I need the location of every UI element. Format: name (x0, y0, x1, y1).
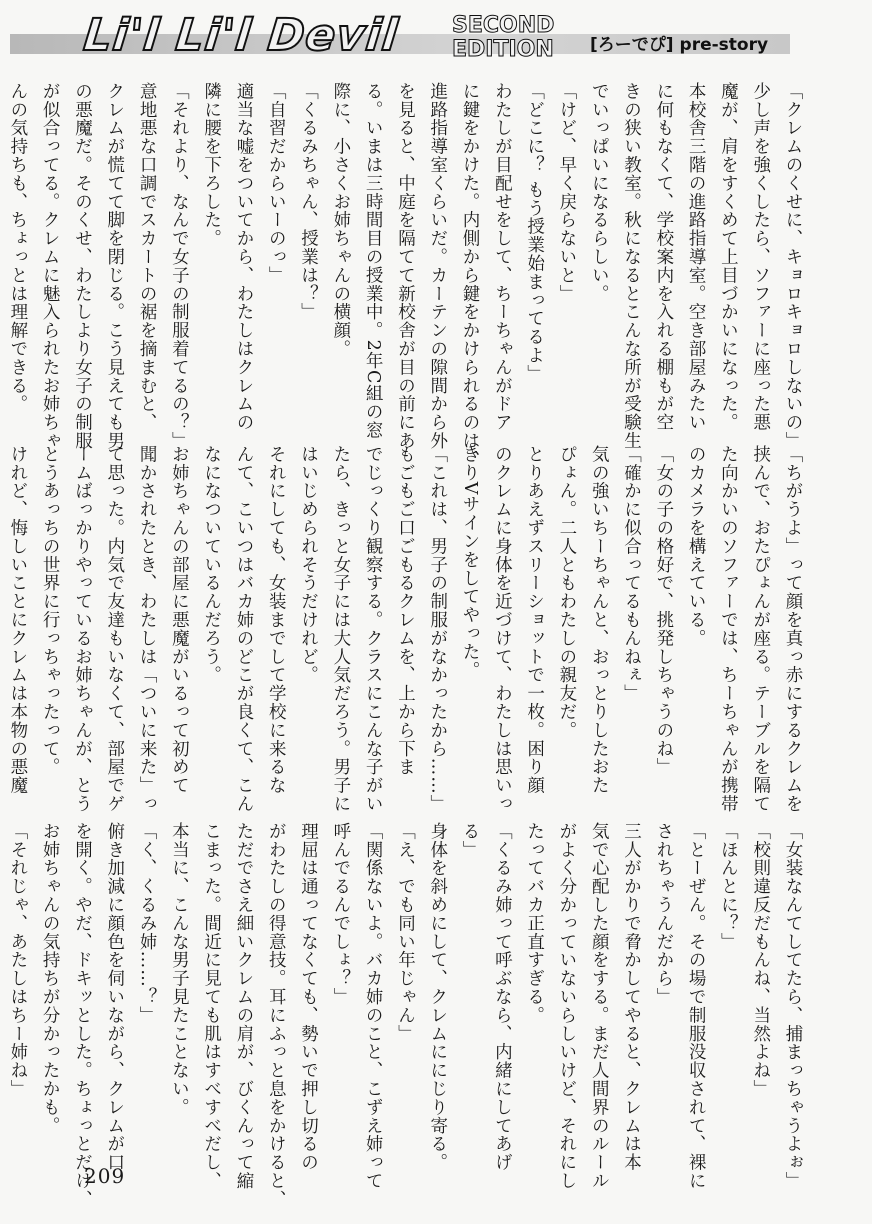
page-number: 209 (84, 1164, 126, 1188)
section-bracket: [ろーでぴ] (590, 35, 674, 55)
text-block-middle: 「ちがうよ」って顔を真っ赤にするクレムを 挟んで、おたぴょんが座る。テーブルを隔て た向かいのソファーでは、ちーちゃんが携帯 のカメラを構えている。 「女の子の格好で、挑発しちゃうのね」 「確かに似合ってるもんねぇ」 気の強いちーちゃんと、おっとりしたおた ぴょん。二人ともわたしの親友だ。 とりあえずスリーショットで一枚。困り顔 のクレムに身体を近づけて、わたしは思いっ きりVサインをしてやった。 「これは、男子の制服がなかったから……」 もごもご口ごもるクレムを、上から下ま でじっくり観察する。クラスにこんな子がい たら、きっと女子には大人気だろう。男子に はいじめられそうだけれど。 それにしても、女装までして学校に来るな んて、こいつはバカ姉のどこが良くて、こん なになついているんだろう。 お姉ちゃんの部屋に悪魔がいるって初めて 聞かされたとき、わたしは「ついに来た」っ て思った。内気で友達もいなくて、部屋でゲ ームばっかりやっているお姉ちゃんが、とう とうあっちの世界に行っちゃったって。 けれど、悔しいことにクレムは本物の悪魔 (7, 445, 803, 813)
series-logo: Li'l Li'l Devil (81, 10, 401, 61)
edition-label: SECOND EDITION (452, 13, 555, 62)
text-block-bottom: 「女装なんてしてたら、捕まっちゃうよぉ」 「校則違反だもんね、当然よね」 「ほんとに？」 「とーぜん。その場で制服没収されて、裸に されちゃうんだから」 三人がかりで脅かしてやると、クレムは本 気で心配した顔をする。まだ人間界のルール がよく分かっていないらしいけど、それにし たってバカ正直すぎる。 「くるみ姉って呼ぶなら、内緒にしてあげ る」 身体を斜めにして、クレムににじり寄る。 「え、でも同い年じゃん」 「関係ないよ。バカ姉のこと、こずえ姉って 呼んでるんでしょ？」 理屈は通ってなくても、勢いで押し切るの がわたしの得意技。耳にふっと息をかけると、 ただでさえ細いクレムの肩が、びくんって縮 こまった。間近に見ても肌はすべすべだし、 本当に、こんな男子見たことない。 「く、くるみ姉……？」 俯き加減に顔色を伺いながら、クレムが口 を開く。やだ、ドキッとした。ちょっとだけ、 お姉ちゃんの気持ちが分かったかも。 「それじゃ、あたしはちー姉ね」 (7, 822, 803, 1209)
section-story: pre-story (679, 35, 769, 55)
text-block-top: 「クレムのくせに、キョロキョロしないの」 少し声を強くしたら、ソファーに座った悪 魔が、肩をすくめて上目づかいになった。 本校舎三階の進路指導室。空き部屋みたい に何もなくて、学校案内を入れる棚もが空 きの狭い教室。秋になるとこんな所が受験生 でいっぱいになるらしい。 「けど、早く戻らないと」 「どこに？ もう授業始まってるよ」 わたしが目配せをして、ちーちゃんがドア に鍵をかけた。内側から鍵をかけられるのは、 進路指導室くらいだ。カーテンの隙間から外 を見ると、中庭を隔てて新校舎が目の前にあ る。いまは三時間目の授業中。2年C組の窓 際に、小さくお姉ちゃんの横顔。 「くるみちゃん、授業は？」 「自習だからいーのっ」 適当な嘘をついてから、わたしはクレムの 隣に腰を下ろした。 「それより、なんで女子の制服着てるの？」 意地悪な口調でスカートの裾を摘まむと、 クレムが慌てて脚を閉じる。こう見えても男 の悪魔だ。そのくせ、わたしより女子の制服 が似合ってる。クレムに魅入られたお姉ちゃ んの気持ちも、ちょっとは理解できる。 (7, 82, 803, 469)
section-label (590, 30, 768, 55)
page-header (0, 0, 872, 80)
